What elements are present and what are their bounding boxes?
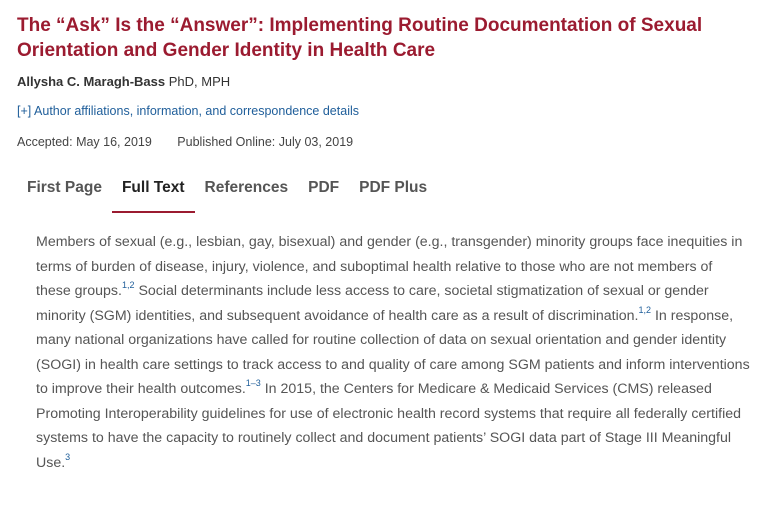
tab-pdf[interactable]: PDF <box>308 179 340 196</box>
article-tabs <box>17 177 437 213</box>
reference-link[interactable]: 1–3 <box>245 378 261 389</box>
reference-link[interactable]: 3 <box>65 451 71 462</box>
reference-link[interactable]: 1,2 <box>638 304 651 315</box>
article-body-paragraph <box>36 230 751 475</box>
author-credentials: PhD, MPH <box>168 74 231 89</box>
body-text-segment: In 2015, the Centers for Medicare & Medicaid Services (CMS) released Promoting Interoperability guidelines for use of electronic health record systems that require all federally certified systems to have the capacity to routinely collect and document patients’ SOGI data part of Stage III Meaningful Use. <box>36 381 741 471</box>
author-line <box>17 74 230 89</box>
tab-full-text[interactable]: Full Text <box>112 177 195 213</box>
publication-dates <box>17 135 353 149</box>
body-text-segment: Social determinants include less access to care, societal stigmatization of sexual or gender minority (SGM) identities, and subsequent avoidance of health care as a result of discrimination. <box>36 283 709 324</box>
tab-pdf-plus[interactable]: PDF Plus <box>359 179 428 196</box>
article-title: The “Ask” Is the “Answer”: Implementing Routine Documentation of Sexual Orientation and Gender Identity in Health Care <box>17 15 703 61</box>
body-text-segment: Members of sexual (e.g., lesbian, gay, bisexual) and gender (e.g., transgender) minority groups face inequities in terms of burden of disease, injury, violence, and suboptimal health relative to those who are not members of these groups. <box>36 234 743 299</box>
accepted-date: Accepted: May 16, 2019 <box>17 135 152 149</box>
tab-first-page[interactable]: First Page <box>27 179 102 196</box>
published-date: Published Online: July 03, 2019 <box>177 135 354 149</box>
author-name[interactable]: Allysha C. Maragh-Bass <box>17 74 166 89</box>
tab-references[interactable]: References <box>204 179 289 196</box>
affiliations-toggle-link[interactable]: [+] Author affiliations, information, and correspondence details <box>17 104 359 118</box>
reference-link[interactable]: 1,2 <box>121 280 135 291</box>
body-text-segment: In response, many national organizations have called for routine collection of data on sexual orientation and gender identity (SOGI) in health care settings to track access to and quality of care among SGM patients and inform interventions to improve their health outcomes. <box>36 307 750 397</box>
